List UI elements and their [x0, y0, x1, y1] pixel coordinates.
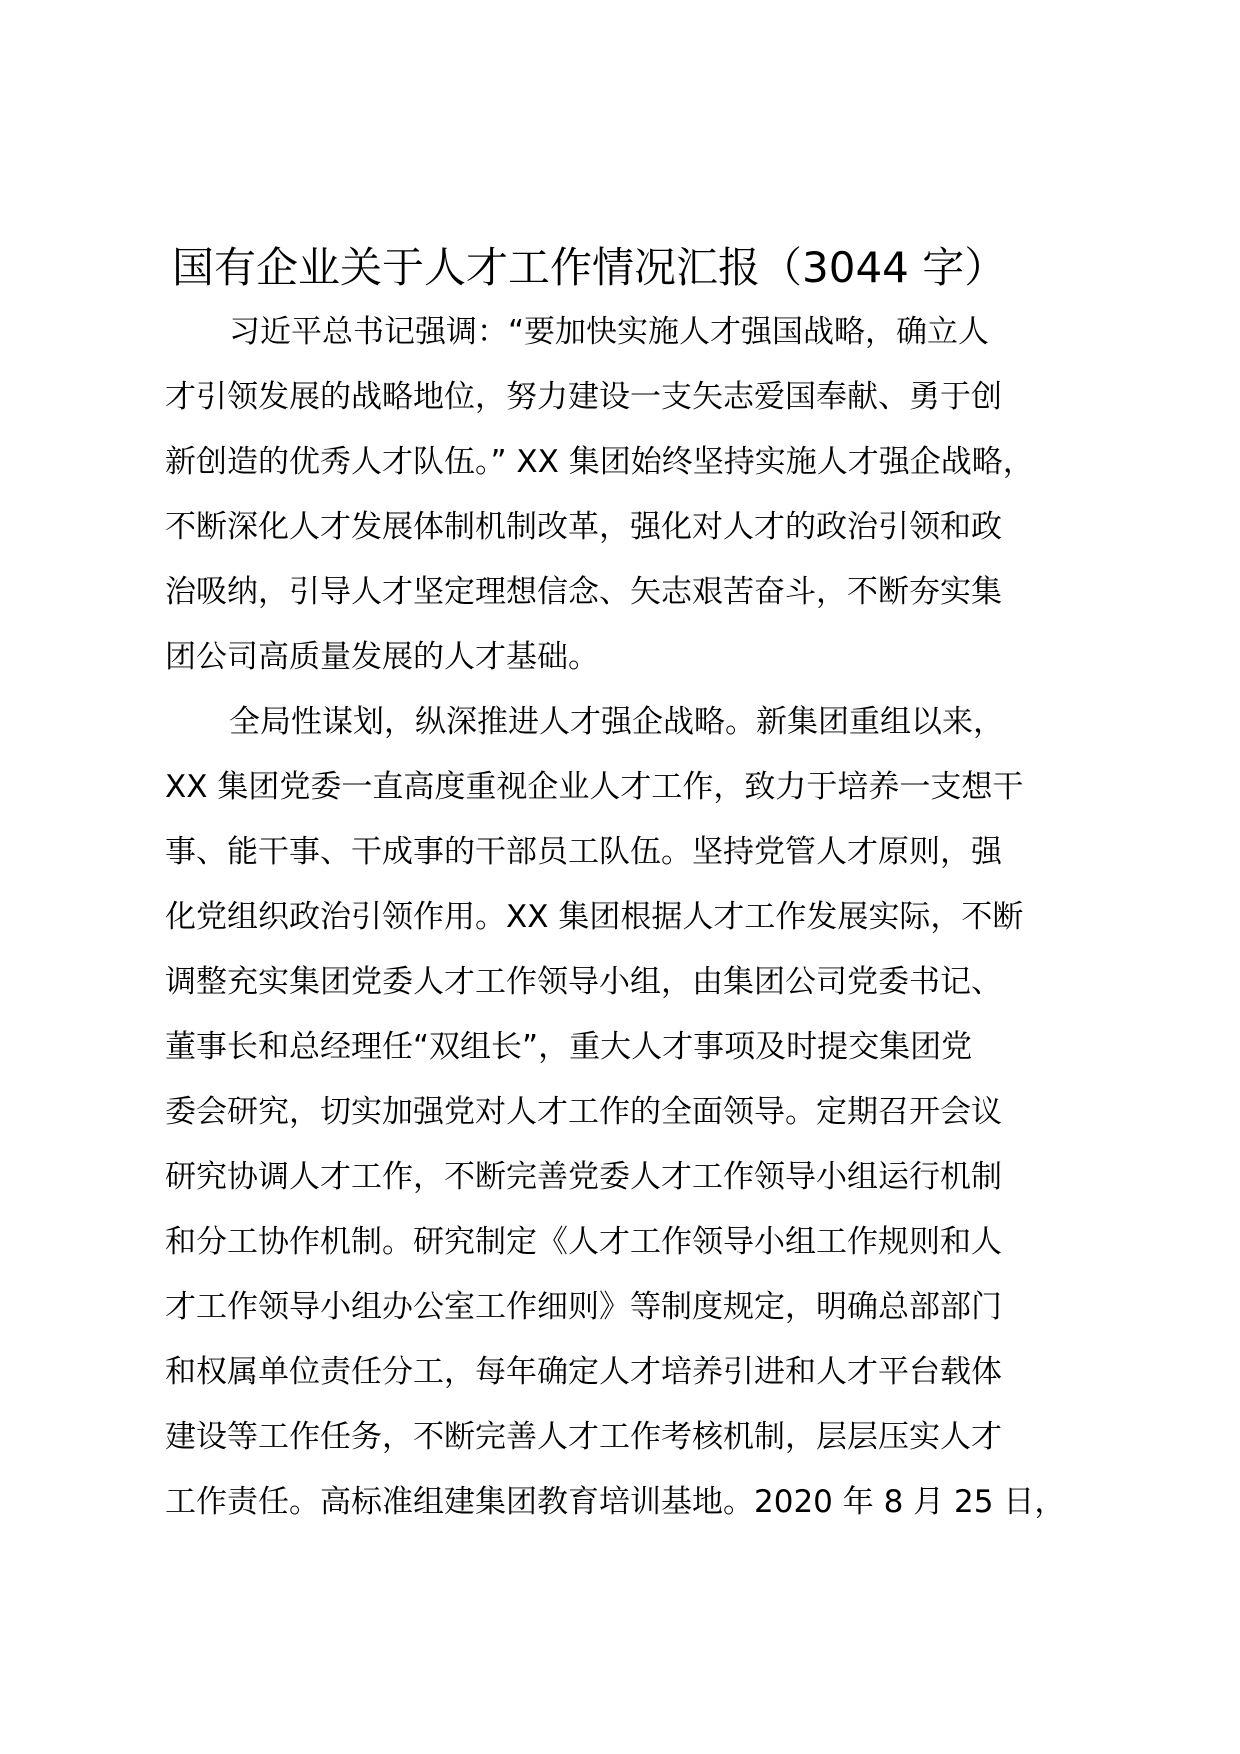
text-line: 才工作领导小组办公室工作细则》等制度规定，明确总部部门	[165, 1289, 1002, 1325]
text-line: 治吸纳，引导人才坚定理想信念、矢志艰苦奋斗，不断夯实集	[165, 574, 1002, 610]
text-line: XX 集团党委一直高度重视企业人才工作，致力于培养一支想干	[165, 769, 1024, 805]
text-line: 工作责任。高标准组建集团教育培训基地。2020 年 8 月 25 日，	[165, 1484, 1066, 1520]
document-body	[165, 300, 1165, 1535]
text-line: 和分工协作机制。研究制定《人才工作领导小组工作规则和人	[165, 1224, 1002, 1260]
text-line: 不断深化人才发展体制机制改革，强化对人才的政治引领和政	[165, 509, 1002, 545]
document-title: 国有企业关于人才工作情况汇报（3044 字）	[172, 243, 1007, 292]
text-line: 新创造的优秀人才队伍。” XX 集团始终坚持实施人才强企战略，	[165, 444, 1034, 480]
text-line: 董事长和总经理任“双组长”，重大人才事项及时提交集团党	[165, 1029, 973, 1065]
text-line: 习近平总书记强调：“要加快实施人才强国战略，确立人	[229, 314, 990, 350]
text-line: 化党组织政治引领作用。XX 集团根据人才工作发展实际，不断	[165, 899, 1024, 935]
text-line: 研究协调人才工作，不断完善党委人才工作领导小组运行机制	[165, 1159, 1002, 1195]
text-line: 全局性谋划，纵深推进人才强企战略。新集团重组以来，	[229, 704, 1004, 740]
text-line: 团公司高质量发展的人才基础。	[165, 639, 599, 675]
text-line: 和权属单位责任分工，每年确定人才培养引进和人才平台载体	[165, 1354, 1002, 1390]
text-line: 调整充实集团党委人才工作领导小组，由集团公司党委书记、	[165, 964, 1002, 1000]
text-line: 建设等工作任务，不断完善人才工作考核机制，层层压实人才	[165, 1419, 1002, 1455]
text-line: 事、能干事、干成事的干部员工队伍。坚持党管人才原则，强	[165, 834, 1002, 870]
text-line: 委会研究，切实加强党对人才工作的全面领导。定期召开会议	[165, 1094, 1002, 1130]
text-line: 才引领发展的战略地位，努力建设一支矢志爱国奉献、勇于创	[165, 379, 1002, 415]
